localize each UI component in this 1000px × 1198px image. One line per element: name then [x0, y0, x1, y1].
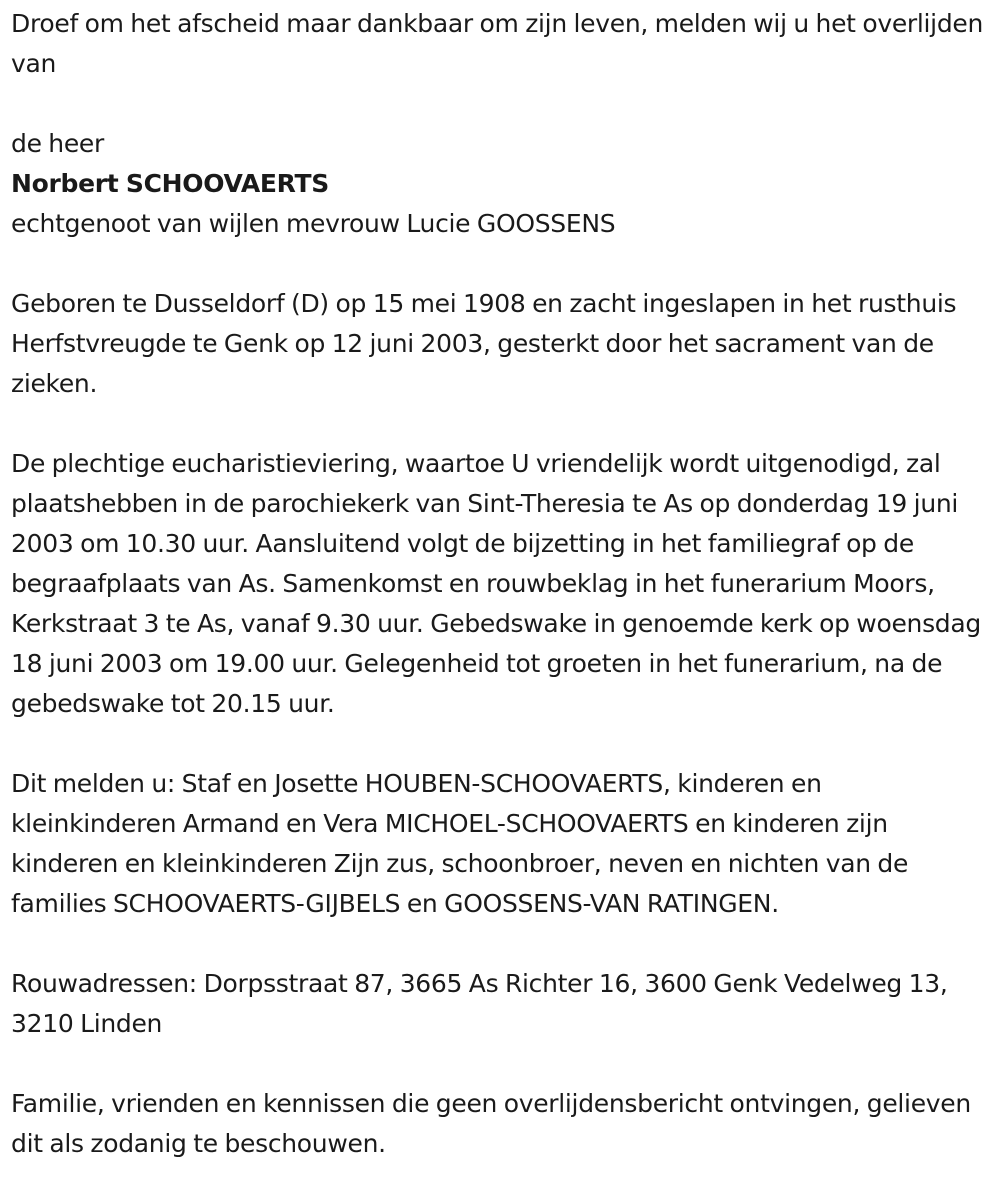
spacer	[11, 1044, 988, 1084]
spouse-line: echtgenoot van wijlen mevrouw Lucie GOOSSENS	[11, 209, 616, 238]
birth-death-paragraph: Geboren te Dusseldorf (D) op 15 mei 1908 en zacht ingeslapen in het rusthuis Herfstvreugde te Genk op 12 juni 2003, gesterkt door het sacrament van de zieken.	[11, 289, 957, 398]
spacer	[11, 924, 988, 964]
deceased-name: Norbert SCHOOVAERTS	[11, 169, 329, 198]
ceremony-paragraph: De plechtige eucharistieviering, waartoe U vriendelijk wordt uitgenodigd, zal plaatshebben in de parochiekerk van Sint-Theresia te As op donderdag 19 juni 2003 om 10.30 uur. Aansluitend volgt de bijzetting in het familiegraf op de begraafplaats van As. Samenkomst en rouwbeklag in het funerarium Moors, Kerkstraat 3 te As, vanaf 9.30 uur. Gebedswake in genoemde kerk op woensdag 18 juni 2003 om 19.00 uur. Gelegenheid tot groeten in het funerarium, na de gebedswake tot 20.15 uur.	[11, 449, 981, 718]
spacer	[11, 404, 988, 444]
closing-paragraph: Familie, vrienden en kennissen die geen overlijdensbericht ontvingen, gelieven dit als zodanig te beschouwen.	[11, 1089, 971, 1158]
addresses-paragraph: Rouwadressen: Dorpsstraat 87, 3665 As Richter 16, 3600 Genk Vedelweg 13, 3210 Linden	[11, 969, 948, 1038]
honorific: de heer	[11, 129, 104, 158]
spacer	[11, 244, 988, 284]
family-paragraph: Dit melden u: Staf en Josette HOUBEN-SCHOOVAERTS, kinderen en kleinkinderen Armand en Vera MICHOEL-SCHOOVAERTS en kinderen zijn kinderen en kleinkinderen Zijn zus, schoonbroer, neven en nichten van de families SCHOOVAERTS-GIJBELS en GOOSSENS-VAN RATINGEN.	[11, 769, 909, 918]
spacer	[11, 84, 988, 124]
spacer	[11, 724, 988, 764]
intro-text: Droef om het afscheid maar dankbaar om zijn leven, melden wij u het overlijden van	[11, 9, 984, 78]
